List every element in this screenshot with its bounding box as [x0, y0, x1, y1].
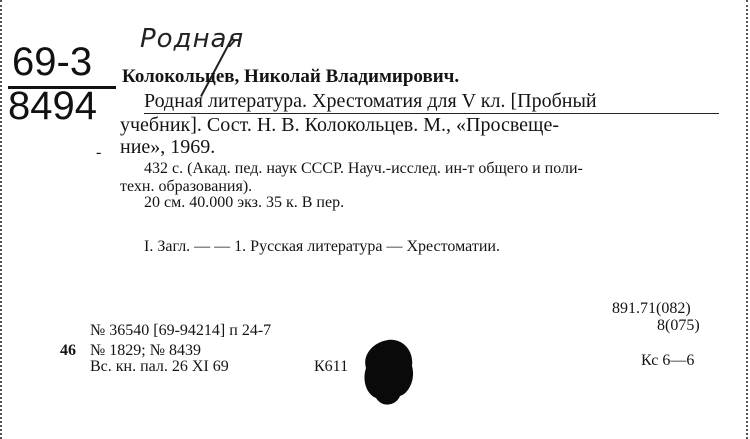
card-right-edge [743, 0, 748, 439]
ink-blot [360, 336, 416, 408]
margin-mark: - [96, 144, 102, 161]
description-line-3: 20 см. 40.000 экз. 35 к. В пер. [144, 194, 345, 211]
shelfmark-bottom: 8494 [8, 84, 97, 128]
title-line-3: ние», 1969. [120, 136, 216, 158]
classification-1: 891.71(082) [612, 300, 691, 317]
classification-2: 8(075) [657, 317, 700, 334]
description-line-1: 432 с. (Акад. пед. наук СССР. Науч.-исслед. ин-т общего и поли- [144, 160, 583, 177]
registry-line-2: № 1829; № 8439 [90, 342, 201, 359]
shelfmark-top: 69-3 [12, 40, 93, 84]
title-line-1: Родная литература. Хрестоматия для V кл. [Пробный [144, 90, 597, 112]
registry-line-3: Вс. кн. пал. 26 XI 69 [90, 358, 229, 375]
subject-headings: I. Загл. — — 1. Русская литература — Хрестоматии. [144, 238, 500, 255]
title-line-2: учебник]. Сост. Н. В. Колокольцев. М., «Просвеще- [120, 114, 559, 136]
author-heading: Колокольцев, Николай Владимирович. [122, 66, 460, 87]
description-line-2: техн. образования). [120, 178, 253, 195]
registry-code: К611 [314, 358, 349, 375]
registry-number: 46 [60, 342, 76, 359]
classification-3: Кс 6—6 [641, 352, 695, 369]
registry-line-1: № 36540 [69-94214] п 24-7 [90, 322, 272, 339]
card-left-edge [0, 0, 5, 439]
handwritten-note: Родная [140, 24, 245, 54]
